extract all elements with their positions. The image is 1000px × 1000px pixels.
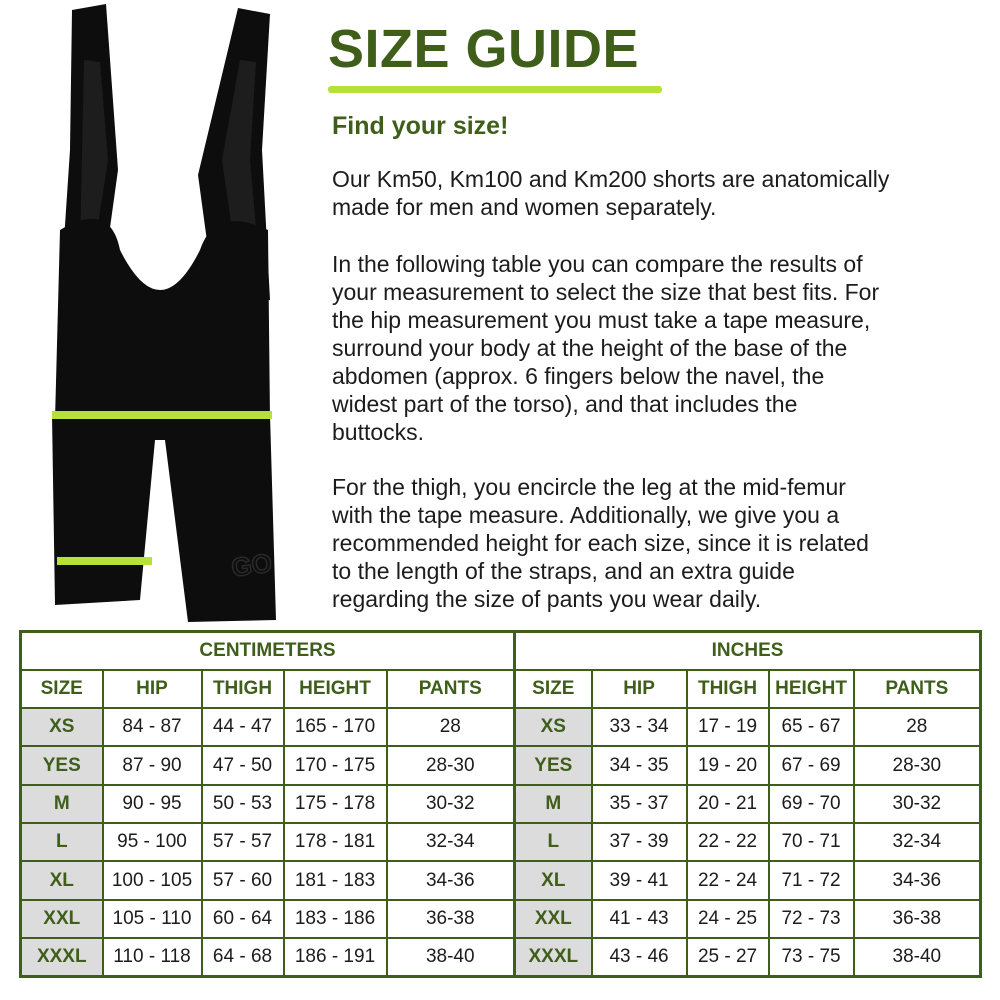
table-row — [21, 708, 981, 746]
table-row — [21, 861, 981, 899]
column-header-cm-height: HEIGHT — [284, 670, 387, 708]
measure-cell-in: 34-36 — [854, 861, 981, 899]
measure-cell-cm: 32-34 — [387, 823, 515, 861]
size-cell-in: XS — [515, 708, 592, 746]
size-cell-in: M — [515, 785, 592, 823]
measure-cell-in: 28 — [854, 708, 981, 746]
column-header-in-size: SIZE — [515, 670, 592, 708]
title-underline — [328, 86, 662, 93]
measure-cell-cm: 100 - 105 — [103, 861, 202, 899]
subtitle: Find your size! — [332, 112, 509, 140]
measure-cell-cm: 36-38 — [387, 900, 515, 938]
measure-cell-cm: 105 - 110 — [103, 900, 202, 938]
measure-cell-in: 28-30 — [854, 746, 981, 784]
hip-marker — [52, 411, 272, 419]
measure-cell-cm: 50 - 53 — [202, 785, 284, 823]
thigh-marker — [57, 557, 152, 565]
bib-body — [55, 219, 270, 420]
inches-header: INCHES — [515, 632, 981, 671]
size-cell-cm: XL — [21, 861, 103, 899]
column-header-cm-thigh: THIGH — [202, 670, 284, 708]
measure-cell-in: 67 - 69 — [769, 746, 854, 784]
measure-cell-in: 30-32 — [854, 785, 981, 823]
measure-cell-in: 22 - 22 — [687, 823, 769, 861]
measure-cell-in: 38-40 — [854, 938, 981, 976]
size-cell-in: XXXL — [515, 938, 592, 976]
measure-cell-in: 71 - 72 — [769, 861, 854, 899]
column-header-in-pants: PANTS — [854, 670, 981, 708]
size-cell-cm: XS — [21, 708, 103, 746]
measure-cell-cm: 64 - 68 — [202, 938, 284, 976]
size-cell-cm: M — [21, 785, 103, 823]
size-cell-cm: XXL — [21, 900, 103, 938]
measure-cell-in: 73 - 75 — [769, 938, 854, 976]
page-title: SIZE GUIDE — [328, 19, 640, 79]
measure-cell-in: 41 - 43 — [592, 900, 687, 938]
measure-cell-cm: 84 - 87 — [103, 708, 202, 746]
measure-cell-cm: 44 - 47 — [202, 708, 284, 746]
measure-cell-cm: 60 - 64 — [202, 900, 284, 938]
table-row — [21, 900, 981, 938]
column-header-in-height: HEIGHT — [769, 670, 854, 708]
measure-cell-in: 24 - 25 — [687, 900, 769, 938]
measure-cell-in: 36-38 — [854, 900, 981, 938]
brand-logo: GO — [229, 547, 274, 583]
hip-measure-paragraph: In the following table you can compare the results of your measurement to select the size that best fits. For the hip measurement you must take a tape measure, surround your body at the height of the base of the abdomen (approx. 6 fingers below the navel, the widest part of the torso), and that includes the buttocks. — [332, 251, 880, 445]
measure-cell-in: 65 - 67 — [769, 708, 854, 746]
thigh-measure-paragraph: For the thigh, you encircle the leg at the mid-femur with the tape measure. Additionally, we give you a recommended height for each size, since it is related to the length of the straps, and an extra guide regarding the size of pants you wear daily. — [332, 474, 869, 612]
measure-cell-cm: 34-36 — [387, 861, 515, 899]
shorts-legs — [52, 415, 276, 622]
measure-cell-cm: 95 - 100 — [103, 823, 202, 861]
measure-cell-in: 69 - 70 — [769, 785, 854, 823]
size-cell-in: XL — [515, 861, 592, 899]
measure-cell-cm: 28 — [387, 708, 515, 746]
bib-shorts-illustration — [0, 0, 320, 625]
column-header-in-thigh: THIGH — [687, 670, 769, 708]
measure-cell-cm: 87 - 90 — [103, 746, 202, 784]
size-cell-cm: XXXL — [21, 938, 103, 976]
measure-cell-in: 70 - 71 — [769, 823, 854, 861]
measure-cell-in: 19 - 20 — [687, 746, 769, 784]
size-cell-in: XXL — [515, 900, 592, 938]
measure-cell-cm: 38-40 — [387, 938, 515, 976]
measure-cell-in: 20 - 21 — [687, 785, 769, 823]
column-header-in-hip: HIP — [592, 670, 687, 708]
measure-cell-cm: 175 - 178 — [284, 785, 387, 823]
intro-paragraph: Our Km50, Km100 and Km200 shorts are anatomically made for men and women separately. — [332, 166, 890, 220]
measure-cell-cm: 110 - 118 — [103, 938, 202, 976]
size-table — [19, 630, 982, 978]
measure-cell-cm: 47 - 50 — [202, 746, 284, 784]
measure-cell-cm: 181 - 183 — [284, 861, 387, 899]
column-header-cm-size: SIZE — [21, 670, 103, 708]
table-row — [21, 938, 981, 976]
measure-cell-cm: 183 - 186 — [284, 900, 387, 938]
size-cell-cm: YES — [21, 746, 103, 784]
measure-cell-in: 32-34 — [854, 823, 981, 861]
centimeters-header: CENTIMETERS — [21, 632, 515, 671]
table-row — [21, 746, 981, 784]
measure-cell-in: 34 - 35 — [592, 746, 687, 784]
table-row — [21, 785, 981, 823]
measure-cell-cm: 178 - 181 — [284, 823, 387, 861]
measure-cell-in: 37 - 39 — [592, 823, 687, 861]
measure-cell-cm: 165 - 170 — [284, 708, 387, 746]
measure-cell-cm: 170 - 175 — [284, 746, 387, 784]
measure-cell-cm: 57 - 57 — [202, 823, 284, 861]
measure-cell-cm: 28-30 — [387, 746, 515, 784]
measure-cell-cm: 90 - 95 — [103, 785, 202, 823]
measure-cell-cm: 57 - 60 — [202, 861, 284, 899]
column-header-cm-pants: PANTS — [387, 670, 515, 708]
measure-cell-in: 72 - 73 — [769, 900, 854, 938]
measure-cell-cm: 30-32 — [387, 785, 515, 823]
size-cell-in: L — [515, 823, 592, 861]
table-row — [21, 823, 981, 861]
measure-cell-in: 25 - 27 — [687, 938, 769, 976]
size-cell-cm: L — [21, 823, 103, 861]
column-header-cm-hip: HIP — [103, 670, 202, 708]
size-cell-in: YES — [515, 746, 592, 784]
measure-cell-in: 17 - 19 — [687, 708, 769, 746]
measure-cell-in: 22 - 24 — [687, 861, 769, 899]
measure-cell-cm: 186 - 191 — [284, 938, 387, 976]
measure-cell-in: 43 - 46 — [592, 938, 687, 976]
measure-cell-in: 35 - 37 — [592, 785, 687, 823]
measure-cell-in: 33 - 34 — [592, 708, 687, 746]
measure-cell-in: 39 - 41 — [592, 861, 687, 899]
